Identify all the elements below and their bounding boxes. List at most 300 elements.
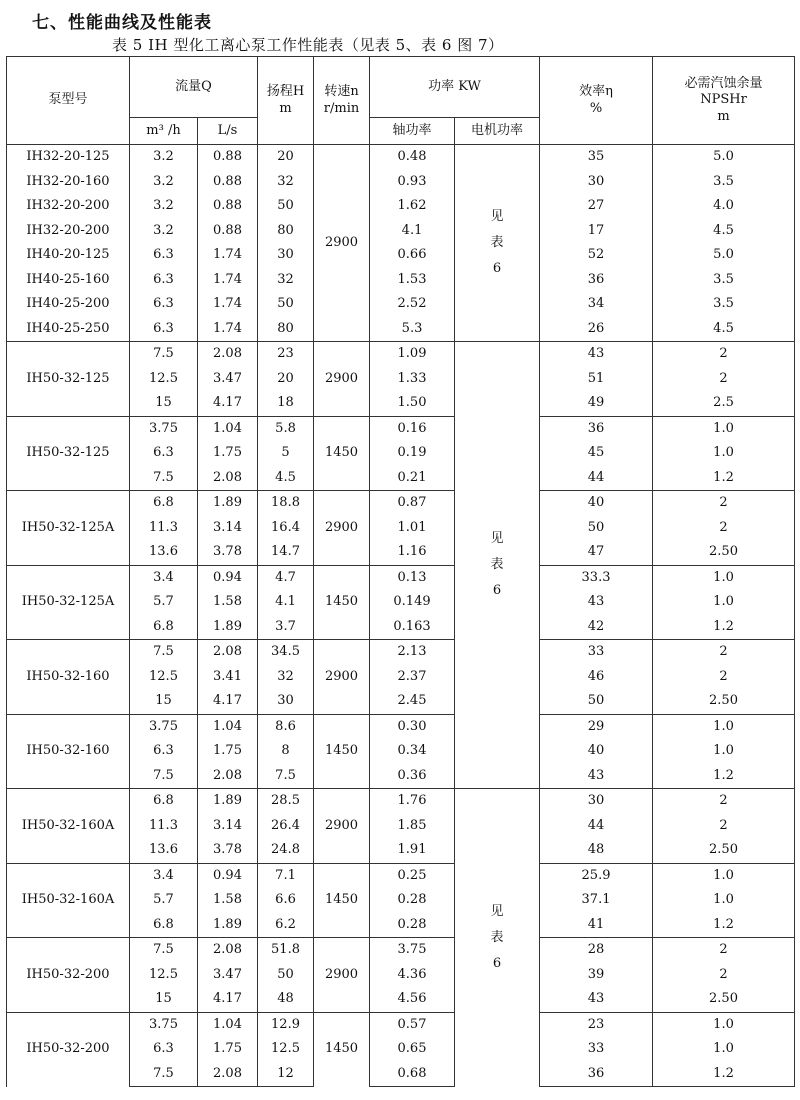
cell-flow-ls: 1.75	[198, 739, 258, 764]
cell-npsh: 1.0	[653, 441, 795, 466]
cell-efficiency: 33.3	[540, 565, 653, 590]
cell-flow-ls: 2.08	[198, 938, 258, 963]
table-row	[7, 170, 795, 195]
cell-flow-m3h: 7.5	[130, 764, 198, 789]
cell-flow-ls: 1.04	[198, 714, 258, 739]
cell-head: 32	[258, 665, 314, 690]
cell-efficiency: 36	[540, 416, 653, 441]
header-npsh-abbr: NPSHr	[700, 92, 747, 108]
cell-flow-ls: 0.94	[198, 863, 258, 888]
cell-npsh: 1.0	[653, 714, 795, 739]
cell-shaft-power: 0.16	[370, 416, 455, 441]
cell-model: IH50-32-160	[7, 714, 130, 789]
cell-efficiency: 43	[540, 987, 653, 1012]
cell-head: 50	[258, 963, 314, 988]
cell-npsh: 1.0	[653, 888, 795, 913]
cell-npsh: 5.0	[653, 243, 795, 268]
see-table-text: 6	[492, 583, 502, 598]
cell-efficiency: 36	[540, 268, 653, 293]
cell-shaft-power: 1.62	[370, 194, 455, 219]
table-row	[7, 317, 795, 342]
cell-model: IH32-20-125	[7, 145, 130, 170]
cell-efficiency: 41	[540, 913, 653, 938]
cell-speed: 2900	[314, 145, 370, 342]
cell-motor-power	[455, 342, 540, 789]
table-row	[7, 219, 795, 244]
cell-flow-m3h: 12.5	[130, 367, 198, 392]
cell-shaft-power: 2.52	[370, 292, 455, 317]
cell-flow-m3h: 6.3	[130, 1037, 198, 1062]
cell-head: 32	[258, 170, 314, 195]
cell-speed: 2900	[314, 342, 370, 417]
cell-head: 18	[258, 391, 314, 416]
cell-shaft-power: 0.57	[370, 1012, 455, 1037]
cell-npsh: 2.50	[653, 540, 795, 565]
cell-flow-ls: 1.04	[198, 416, 258, 441]
cell-shaft-power: 1.09	[370, 342, 455, 367]
cell-head: 12.5	[258, 1037, 314, 1062]
cell-efficiency: 43	[540, 764, 653, 789]
cell-flow-ls: 1.74	[198, 268, 258, 293]
cell-flow-ls: 2.08	[198, 640, 258, 665]
cell-model: IH40-25-160	[7, 268, 130, 293]
cell-motor-power	[455, 789, 540, 1087]
cell-flow-ls: 1.74	[198, 292, 258, 317]
cell-efficiency: 35	[540, 145, 653, 170]
cell-flow-ls: 3.14	[198, 814, 258, 839]
cell-flow-ls: 1.58	[198, 888, 258, 913]
cell-shaft-power: 0.21	[370, 466, 455, 491]
table-row	[7, 640, 795, 665]
cell-head: 34.5	[258, 640, 314, 665]
cell-flow-m3h: 3.2	[130, 145, 198, 170]
cell-shaft-power: 0.48	[370, 145, 455, 170]
table-row	[7, 416, 795, 441]
cell-efficiency: 27	[540, 194, 653, 219]
cell-flow-m3h: 6.8	[130, 615, 198, 640]
cell-efficiency: 17	[540, 219, 653, 244]
cell-flow-ls: 1.89	[198, 913, 258, 938]
cell-npsh: 2	[653, 665, 795, 690]
cell-head: 20	[258, 145, 314, 170]
cell-efficiency: 36	[540, 1062, 653, 1087]
cell-npsh: 3.5	[653, 170, 795, 195]
cell-shaft-power: 5.3	[370, 317, 455, 342]
see-table-text: 表	[490, 557, 504, 572]
cell-shaft-power: 0.65	[370, 1037, 455, 1062]
see-table-text: 6	[492, 955, 502, 971]
cell-flow-m3h: 12.5	[130, 665, 198, 690]
cell-shaft-power: 0.68	[370, 1062, 455, 1087]
cell-flow-m3h: 6.3	[130, 317, 198, 342]
cell-npsh: 3.5	[653, 268, 795, 293]
table-row	[7, 565, 795, 590]
cell-head: 30	[258, 689, 314, 714]
cell-shaft-power: 0.30	[370, 714, 455, 739]
cell-flow-m3h: 3.2	[130, 219, 198, 244]
cell-speed: 1450	[314, 714, 370, 789]
cell-head: 12	[258, 1062, 314, 1087]
table-row	[7, 863, 795, 888]
cell-shaft-power: 1.91	[370, 838, 455, 863]
cell-head: 5	[258, 441, 314, 466]
cell-shaft-power: 2.45	[370, 689, 455, 714]
cell-flow-ls: 3.47	[198, 367, 258, 392]
cell-head: 30	[258, 243, 314, 268]
header-speed	[314, 57, 370, 145]
cell-npsh: 2.5	[653, 391, 795, 416]
cell-head: 14.7	[258, 540, 314, 565]
cell-npsh: 1.2	[653, 913, 795, 938]
cell-flow-m3h: 7.5	[130, 1062, 198, 1087]
table-row	[7, 938, 795, 963]
cell-flow-ls: 2.08	[198, 342, 258, 367]
cell-flow-m3h: 3.75	[130, 416, 198, 441]
cell-shaft-power: 0.87	[370, 491, 455, 516]
cell-speed: 1450	[314, 863, 370, 938]
cell-shaft-power: 0.13	[370, 565, 455, 590]
cell-head: 8.6	[258, 714, 314, 739]
see-table-text: 见	[490, 903, 504, 919]
cell-flow-ls: 1.89	[198, 615, 258, 640]
cell-efficiency: 47	[540, 540, 653, 565]
cell-shaft-power: 0.34	[370, 739, 455, 764]
table-row	[7, 292, 795, 317]
cell-flow-m3h: 6.3	[130, 243, 198, 268]
cell-head: 28.5	[258, 789, 314, 814]
cell-shaft-power: 1.16	[370, 540, 455, 565]
cell-efficiency: 49	[540, 391, 653, 416]
cell-npsh: 3.5	[653, 292, 795, 317]
cell-model: IH32-20-200	[7, 194, 130, 219]
cell-head: 5.8	[258, 416, 314, 441]
cell-npsh: 2	[653, 814, 795, 839]
cell-efficiency: 46	[540, 665, 653, 690]
table-row	[7, 714, 795, 739]
header-npsh-label: 必需汽蚀余量	[684, 76, 763, 92]
cell-flow-m3h: 3.75	[130, 714, 198, 739]
cell-speed: 1450	[314, 1012, 370, 1087]
cell-flow-ls: 3.41	[198, 665, 258, 690]
cell-head: 6.2	[258, 913, 314, 938]
cell-flow-m3h: 3.4	[130, 565, 198, 590]
cell-npsh: 1.0	[653, 739, 795, 764]
cell-efficiency: 44	[540, 814, 653, 839]
cell-flow-m3h: 3.75	[130, 1012, 198, 1037]
cell-head: 8	[258, 739, 314, 764]
cell-head: 20	[258, 367, 314, 392]
cell-head: 32	[258, 268, 314, 293]
cell-efficiency: 51	[540, 367, 653, 392]
cell-flow-m3h: 7.5	[130, 342, 198, 367]
cell-shaft-power: 1.33	[370, 367, 455, 392]
cell-flow-ls: 1.89	[198, 491, 258, 516]
cell-flow-ls: 3.78	[198, 838, 258, 863]
cell-model: IH50-32-125	[7, 416, 130, 491]
cell-flow-m3h: 15	[130, 689, 198, 714]
cell-model: IH32-20-200	[7, 219, 130, 244]
cell-flow-m3h: 5.7	[130, 590, 198, 615]
cell-npsh: 1.0	[653, 1012, 795, 1037]
cell-flow-ls: 1.04	[198, 1012, 258, 1037]
cell-shaft-power: 2.37	[370, 665, 455, 690]
cell-flow-ls: 3.78	[198, 540, 258, 565]
cell-shaft-power: 0.28	[370, 888, 455, 913]
cell-flow-m3h: 6.3	[130, 292, 198, 317]
table-row	[7, 491, 795, 516]
cell-motor-power	[455, 145, 540, 342]
cell-efficiency: 50	[540, 689, 653, 714]
see-table-text: 见	[490, 531, 504, 546]
cell-model: IH50-32-160	[7, 640, 130, 715]
cell-npsh: 2	[653, 938, 795, 963]
header-flow: 流量Q	[130, 57, 258, 118]
cell-efficiency: 33	[540, 640, 653, 665]
cell-model: IH40-20-125	[7, 243, 130, 268]
cell-flow-ls: 1.75	[198, 441, 258, 466]
cell-shaft-power: 4.1	[370, 219, 455, 244]
header-npsh	[653, 57, 795, 145]
cell-model: IH50-32-160A	[7, 863, 130, 938]
cell-shaft-power: 0.25	[370, 863, 455, 888]
cell-speed: 2900	[314, 640, 370, 715]
cell-flow-m3h: 7.5	[130, 938, 198, 963]
cell-npsh: 2	[653, 963, 795, 988]
header-speed-label: 转速n	[324, 84, 359, 100]
cell-flow-ls: 3.14	[198, 516, 258, 541]
cell-flow-m3h: 3.2	[130, 194, 198, 219]
cell-head: 6.6	[258, 888, 314, 913]
cell-npsh: 2	[653, 367, 795, 392]
cell-shaft-power: 0.149	[370, 590, 455, 615]
cell-shaft-power: 1.50	[370, 391, 455, 416]
cell-flow-m3h: 13.6	[130, 838, 198, 863]
cell-efficiency: 25.9	[540, 863, 653, 888]
header-motor-power: 电机功率	[455, 118, 540, 145]
header-power: 功率 KW	[370, 57, 540, 118]
cell-shaft-power: 0.163	[370, 615, 455, 640]
header-shaft-power: 轴功率	[370, 118, 455, 145]
cell-flow-m3h: 3.4	[130, 863, 198, 888]
cell-speed: 1450	[314, 565, 370, 640]
cell-head: 4.7	[258, 565, 314, 590]
cell-head: 7.5	[258, 764, 314, 789]
cell-npsh: 2.50	[653, 987, 795, 1012]
cell-shaft-power: 0.66	[370, 243, 455, 268]
cell-model: IH50-32-200	[7, 938, 130, 1013]
cell-flow-m3h: 12.5	[130, 963, 198, 988]
cell-npsh: 5.0	[653, 145, 795, 170]
header-speed-unit: r/min	[323, 100, 360, 116]
table-row	[7, 243, 795, 268]
cell-efficiency: 52	[540, 243, 653, 268]
header-efficiency-unit: %	[589, 100, 603, 116]
cell-flow-ls: 4.17	[198, 391, 258, 416]
cell-model: IH50-32-200	[7, 1012, 130, 1087]
cell-efficiency: 48	[540, 838, 653, 863]
table-row	[7, 194, 795, 219]
cell-npsh: 4.5	[653, 317, 795, 342]
cell-flow-m3h: 13.6	[130, 540, 198, 565]
cell-flow-ls: 1.74	[198, 317, 258, 342]
cell-flow-m3h: 6.8	[130, 491, 198, 516]
cell-npsh: 2	[653, 789, 795, 814]
cell-npsh: 1.0	[653, 1037, 795, 1062]
cell-shaft-power: 0.28	[370, 913, 455, 938]
cell-efficiency: 40	[540, 739, 653, 764]
cell-flow-m3h: 7.5	[130, 466, 198, 491]
table-caption: 表 5 IH 型化工离心泵工作性能表（见表 5、表 6 图 7）	[112, 36, 504, 54]
table-row	[7, 1012, 795, 1037]
cell-shaft-power: 1.53	[370, 268, 455, 293]
cell-efficiency: 40	[540, 491, 653, 516]
cell-efficiency: 43	[540, 590, 653, 615]
cell-shaft-power: 0.93	[370, 170, 455, 195]
cell-flow-ls: 2.08	[198, 466, 258, 491]
cell-npsh: 1.2	[653, 764, 795, 789]
cell-flow-m3h: 6.3	[130, 739, 198, 764]
cell-efficiency: 23	[540, 1012, 653, 1037]
header-flow-m3h: m³ /h	[130, 118, 198, 145]
see-table-text: 见	[490, 209, 504, 224]
header-pump-model: 泵型号	[7, 57, 130, 145]
cell-model: IH32-20-160	[7, 170, 130, 195]
cell-head: 80	[258, 219, 314, 244]
cell-shaft-power: 4.56	[370, 987, 455, 1012]
cell-shaft-power: 3.75	[370, 938, 455, 963]
see-table-text: 6	[492, 261, 502, 276]
cell-speed: 2900	[314, 789, 370, 864]
cell-efficiency: 43	[540, 342, 653, 367]
cell-npsh: 4.0	[653, 194, 795, 219]
cell-flow-ls: 4.17	[198, 987, 258, 1012]
cell-efficiency: 30	[540, 170, 653, 195]
cell-flow-ls: 1.74	[198, 243, 258, 268]
cell-efficiency: 34	[540, 292, 653, 317]
cell-head: 3.7	[258, 615, 314, 640]
cell-head: 50	[258, 194, 314, 219]
cell-speed: 2900	[314, 938, 370, 1013]
cell-flow-ls: 0.88	[198, 145, 258, 170]
cell-shaft-power: 1.01	[370, 516, 455, 541]
table-row	[7, 342, 795, 367]
cell-efficiency: 29	[540, 714, 653, 739]
cell-shaft-power: 0.36	[370, 764, 455, 789]
cell-flow-ls: 1.75	[198, 1037, 258, 1062]
cell-head: 48	[258, 987, 314, 1012]
table-row	[7, 145, 795, 170]
cell-efficiency: 26	[540, 317, 653, 342]
cell-speed: 1450	[314, 416, 370, 491]
cell-flow-ls: 0.88	[198, 170, 258, 195]
cell-flow-ls: 4.17	[198, 689, 258, 714]
cell-head: 50	[258, 292, 314, 317]
see-table-text: 表	[490, 929, 504, 945]
header-npsh-unit: m	[717, 108, 730, 124]
cell-flow-m3h: 6.3	[130, 441, 198, 466]
header-flow-ls: L/s	[198, 118, 258, 145]
cell-flow-ls: 0.88	[198, 194, 258, 219]
cell-flow-ls: 2.08	[198, 764, 258, 789]
cell-head: 18.8	[258, 491, 314, 516]
cell-speed: 2900	[314, 491, 370, 566]
cell-npsh: 2	[653, 342, 795, 367]
cell-shaft-power: 0.19	[370, 441, 455, 466]
cell-head: 24.8	[258, 838, 314, 863]
cell-head: 80	[258, 317, 314, 342]
header-efficiency	[540, 57, 653, 145]
table-row	[7, 789, 795, 814]
cell-flow-m3h: 6.8	[130, 913, 198, 938]
cell-npsh: 1.2	[653, 466, 795, 491]
cell-npsh: 2	[653, 491, 795, 516]
cell-npsh: 1.2	[653, 1062, 795, 1087]
cell-flow-ls: 0.88	[198, 219, 258, 244]
cell-head: 51.8	[258, 938, 314, 963]
cell-npsh: 2.50	[653, 689, 795, 714]
cell-flow-m3h: 5.7	[130, 888, 198, 913]
cell-npsh: 2	[653, 516, 795, 541]
cell-npsh: 1.0	[653, 416, 795, 441]
cell-flow-ls: 1.58	[198, 590, 258, 615]
see-table-text: 表	[490, 235, 504, 250]
cell-flow-m3h: 11.3	[130, 814, 198, 839]
cell-head: 12.9	[258, 1012, 314, 1037]
cell-npsh: 2	[653, 640, 795, 665]
cell-flow-m3h: 6.3	[130, 268, 198, 293]
cell-head: 23	[258, 342, 314, 367]
cell-head: 4.1	[258, 590, 314, 615]
cell-flow-m3h: 11.3	[130, 516, 198, 541]
pump-performance-table	[6, 56, 795, 1087]
cell-flow-ls: 3.47	[198, 963, 258, 988]
cell-efficiency: 30	[540, 789, 653, 814]
cell-shaft-power: 2.13	[370, 640, 455, 665]
table-row	[7, 268, 795, 293]
cell-flow-ls: 2.08	[198, 1062, 258, 1087]
header-head-unit: m	[279, 100, 292, 116]
cell-head: 16.4	[258, 516, 314, 541]
header-head	[258, 57, 314, 145]
cell-shaft-power: 4.36	[370, 963, 455, 988]
cell-efficiency: 39	[540, 963, 653, 988]
cell-model: IH50-32-160A	[7, 789, 130, 864]
cell-efficiency: 50	[540, 516, 653, 541]
cell-efficiency: 33	[540, 1037, 653, 1062]
cell-efficiency: 44	[540, 466, 653, 491]
header-efficiency-label: 效率η	[579, 84, 613, 100]
section-title: 七、性能曲线及性能表	[32, 13, 212, 33]
cell-head: 26.4	[258, 814, 314, 839]
cell-npsh: 2.50	[653, 838, 795, 863]
cell-model: IH40-25-250	[7, 317, 130, 342]
cell-npsh: 1.2	[653, 615, 795, 640]
cell-head: 4.5	[258, 466, 314, 491]
cell-shaft-power: 1.85	[370, 814, 455, 839]
cell-flow-m3h: 15	[130, 391, 198, 416]
cell-efficiency: 37.1	[540, 888, 653, 913]
cell-head: 7.1	[258, 863, 314, 888]
cell-flow-ls: 0.94	[198, 565, 258, 590]
cell-flow-m3h: 3.2	[130, 170, 198, 195]
cell-npsh: 4.5	[653, 219, 795, 244]
header-head-label: 扬程H	[266, 84, 305, 100]
cell-flow-ls: 1.89	[198, 789, 258, 814]
cell-model: IH50-32-125A	[7, 565, 130, 640]
table-body	[7, 145, 795, 1087]
cell-npsh: 1.0	[653, 863, 795, 888]
cell-npsh: 1.0	[653, 565, 795, 590]
